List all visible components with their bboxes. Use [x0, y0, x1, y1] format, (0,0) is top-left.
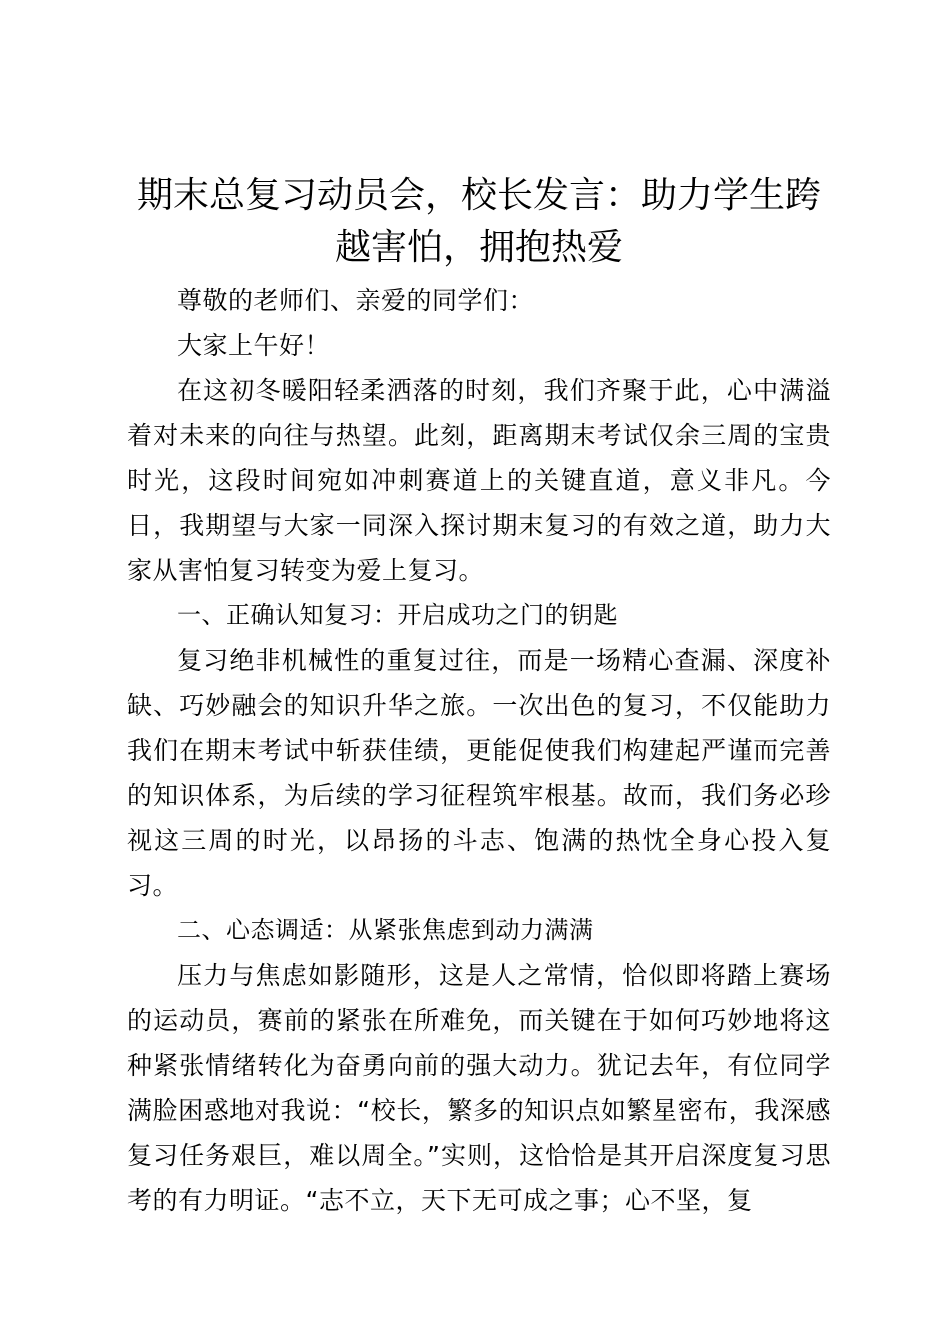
- section-heading-1: 一、正确认知复习：开启成功之门的钥匙: [177, 601, 618, 629]
- greeting: 大家上午好！: [177, 331, 331, 360]
- intro-paragraph: 在这初冬暖阳轻柔洒落的时刻，我们齐聚于此，心中满溢着对未来的向往与热望。此刻，距离期末考试仅余三周的宝贵时光，这段时间宛如冲刺赛道上的关键直道，意义非凡。今日，我期望与大家一同深入探讨期末复习的有效之道，助力大家从害怕复习转变为爱上复习。: [127, 376, 831, 585]
- document-title: 期末总复习动员会，校长发言：助力学生跨越害怕，拥抱热爱: [136, 175, 821, 268]
- salutation: 尊敬的老师们、亲爱的同学们：: [177, 286, 535, 315]
- section-2-paragraph: 压力与焦虑如影随形，这是人之常情，恰似即将踏上赛场的运动员，赛前的紧张在所难免，而关键在于如何巧妙地将这种紧张情绪转化为奋勇向前的强大动力。犹记去年，有位同学满脸困惑地对我说：“校长，繁多的知识点如繁星密布，我深感复习任务艰巨，难以周全。”实则，这恰恰是其开启深度复习思考的有力明证。“志不立，天下无可成之事；心不坚，复: [127, 961, 831, 1215]
- document-page: [127, 170, 831, 1223]
- section-1-paragraph: 复习绝非机械性的重复过往，而是一场精心查漏、深度补缺、巧妙融会的知识升华之旅。一次出色的复习，不仅能助力我们在期末考试中斩获佳绩，更能促使我们构建起严谨而完善的知识体系，为后续的学习征程筑牢根基。故而，我们务必珍视这三周的时光，以昂扬的斗志、饱满的热忱全身心投入复习。: [127, 646, 831, 900]
- section-heading-2: 二、心态调适：从紧张焦虑到动力满满: [177, 916, 594, 944]
